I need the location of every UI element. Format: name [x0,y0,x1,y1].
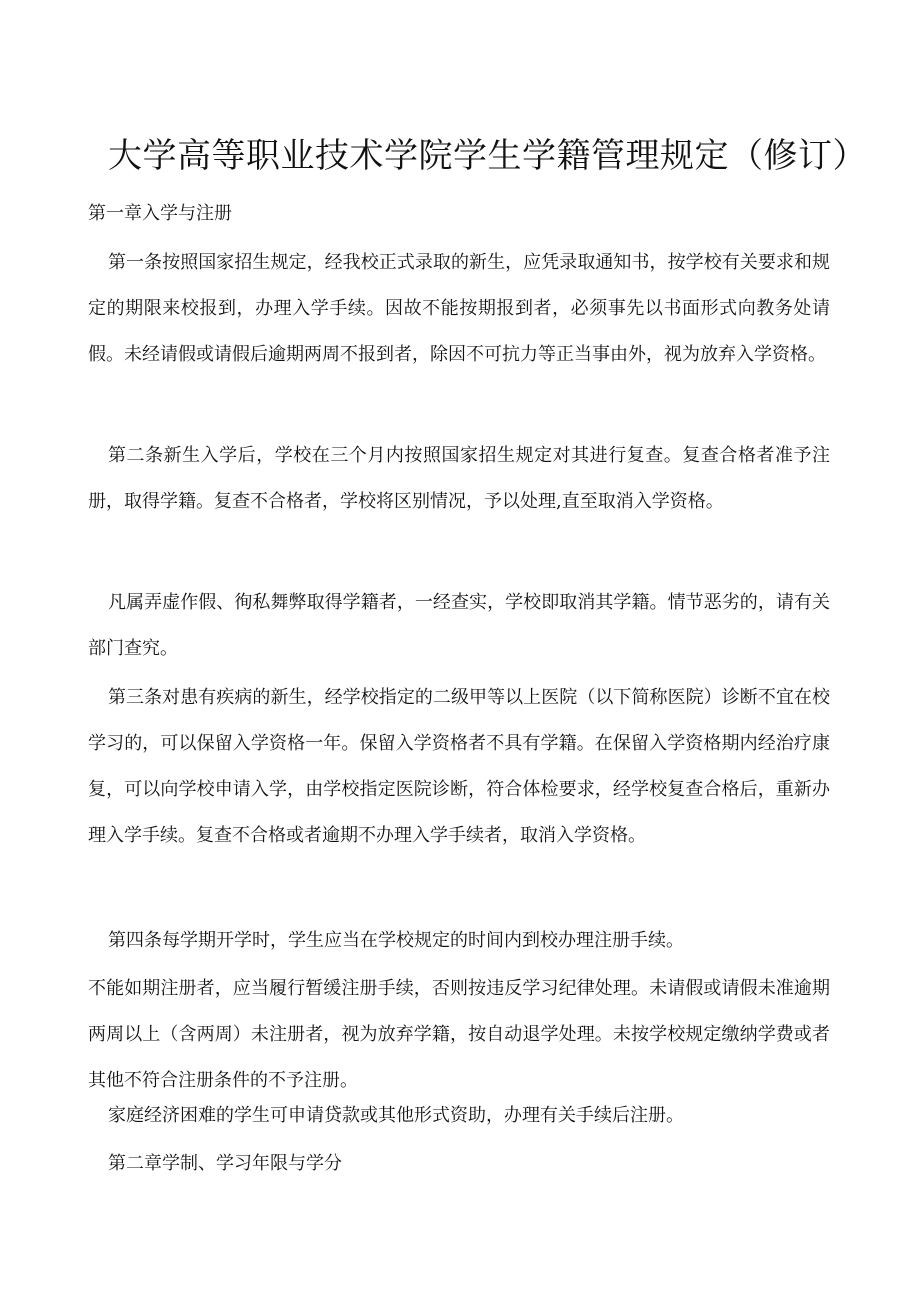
chapter-1-heading: 第一章入学与注册 [88,203,232,224]
article-2-fraud-clause: 凡属弄虚作假、徇私舞弊取得学籍者，一经查实，学校即取消其学籍。情节恶劣的，请有关部门查究。 [88,592,830,659]
article-3: 第三条对患有疾病的新生，经学校指定的二级甲等以上医院（以下简称医院）诊断不宜在校学习的，可以保留入学资格一年。保留入学资格者不具有学籍。在保留入学资格期内经治疗康复，可以向学校申请入学，由学校指定医院诊断，符合体检要求，经学校复查合格后，重新办理入学手续。复查不合格或者逾期不办理入学手续者，取消入学资格。 [88,687,830,846]
chapter-2-heading: 第二章学制、学习年限与学分 [108,1153,342,1174]
article-4: 第四条每学期开学时，学生应当在学校规定的时间内到校办理注册手续。 [108,930,684,951]
article-4-family-aid: 家庭经济困难的学生可申请贷款或其他形式资助，办理有关手续后注册。 [108,1105,684,1126]
article-4-continuation: 不能如期注册者，应当履行暂缓注册手续，否则按违反学习纪律处理。未请假或请假未准逾期两周以上（含两周）未注册者，视为放弃学籍，按自动退学处理。未按学校规定缴纳学费或者其他不符合注册条件的不予注册。 [88,978,830,1091]
article-2: 第二条新生入学后，学校在三个月内按照国家招生规定对其进行复查。复查合格者准予注册，取得学籍。复查不合格者，学校将区别情况，予以处理,直至取消入学资格。 [88,445,830,512]
document-title: 大学高等职业技术学院学生学籍管理规定（修订） [108,136,867,176]
article-1: 第一条按照国家招生规定，经我校正式录取的新生，应凭录取通知书，按学校有关要求和规定的期限来校报到，办理入学手续。因故不能按期报到者，必须事先以书面形式向教务处请假。未经请假或请假后逾期两周不报到者，除因不可抗力等正当事由外，视为放弃入学资格。 [88,252,830,365]
